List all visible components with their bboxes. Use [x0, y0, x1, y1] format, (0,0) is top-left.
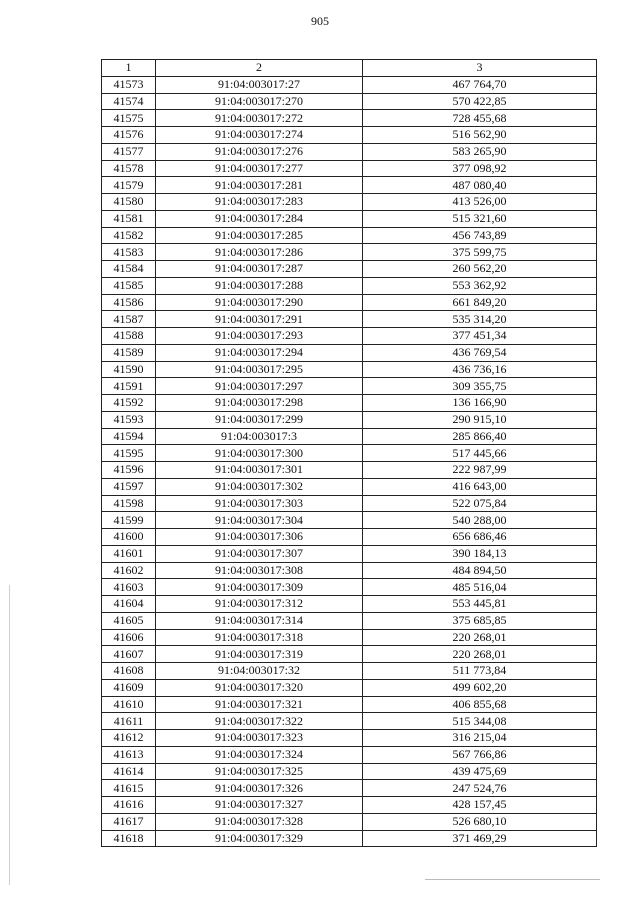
cadastral-value-cell: 413 526,00 — [363, 194, 597, 211]
table-row — [102, 730, 597, 747]
cadastral-value-cell: 517 445,66 — [363, 445, 597, 462]
row-number-cell: 41575 — [102, 110, 156, 127]
cadastral-value-cell: 377 098,92 — [363, 160, 597, 177]
table-row — [102, 277, 597, 294]
table-row — [102, 160, 597, 177]
cadastral-number-cell: 91:04:003017:307 — [156, 545, 363, 562]
table-row — [102, 746, 597, 763]
row-number-cell: 41583 — [102, 244, 156, 261]
table-row — [102, 244, 597, 261]
cadastral-value-cell: 290 915,10 — [363, 411, 597, 428]
row-number-cell: 41593 — [102, 411, 156, 428]
table-row — [102, 194, 597, 211]
cadastral-number-cell: 91:04:003017:27 — [156, 76, 363, 93]
row-number-cell: 41595 — [102, 445, 156, 462]
cadastral-number-cell: 91:04:003017:318 — [156, 629, 363, 646]
table-row — [102, 344, 597, 361]
column-header-number: 1 — [102, 60, 156, 77]
cadastral-number-cell: 91:04:003017:323 — [156, 730, 363, 747]
row-number-cell: 41604 — [102, 596, 156, 613]
table-row — [102, 311, 597, 328]
cadastral-value-cell: 436 736,16 — [363, 361, 597, 378]
table-row — [102, 612, 597, 629]
row-number-cell: 41617 — [102, 813, 156, 830]
cadastral-value-cell: 260 562,20 — [363, 261, 597, 278]
cadastral-value-cell: 222 987,99 — [363, 462, 597, 479]
cadastral-number-cell: 91:04:003017:32 — [156, 663, 363, 680]
row-number-cell: 41611 — [102, 713, 156, 730]
table-row — [102, 395, 597, 412]
row-number-cell: 41573 — [102, 76, 156, 93]
cadastral-value-cell: 728 455,68 — [363, 110, 597, 127]
cadastral-number-cell: 91:04:003017:326 — [156, 780, 363, 797]
cadastral-number-cell: 91:04:003017:294 — [156, 344, 363, 361]
row-number-cell: 41591 — [102, 378, 156, 395]
cadastral-value-cell: 136 166,90 — [363, 395, 597, 412]
row-number-cell: 41577 — [102, 143, 156, 160]
cadastral-value-cell: 247 524,76 — [363, 780, 597, 797]
table-row — [102, 462, 597, 479]
cadastral-value-cell: 428 157,45 — [363, 797, 597, 814]
table-row — [102, 411, 597, 428]
cadastral-value-cell: 553 445,81 — [363, 596, 597, 613]
table-body — [102, 76, 597, 847]
column-header-value: 3 — [363, 60, 597, 77]
cadastral-number-cell: 91:04:003017:328 — [156, 813, 363, 830]
row-number-cell: 41592 — [102, 395, 156, 412]
cadastral-value-cell: 406 855,68 — [363, 696, 597, 713]
row-number-cell: 41598 — [102, 495, 156, 512]
table-row — [102, 780, 597, 797]
cadastral-value-cell: 487 080,40 — [363, 177, 597, 194]
cadastral-number-cell: 91:04:003017:3 — [156, 428, 363, 445]
table-row — [102, 579, 597, 596]
table-row — [102, 110, 597, 127]
cadastral-number-cell: 91:04:003017:283 — [156, 194, 363, 211]
row-number-cell: 41580 — [102, 194, 156, 211]
row-number-cell: 41610 — [102, 696, 156, 713]
cadastral-number-cell: 91:04:003017:302 — [156, 478, 363, 495]
cadastral-value-cell: 484 894,50 — [363, 562, 597, 579]
scan-bottom-line — [425, 879, 600, 880]
cadastral-value-cell: 377 451,34 — [363, 328, 597, 345]
cadastral-value-cell: 656 686,46 — [363, 529, 597, 546]
cadastral-value-cell: 540 288,00 — [363, 512, 597, 529]
cadastral-number-cell: 91:04:003017:314 — [156, 612, 363, 629]
row-number-cell: 41615 — [102, 780, 156, 797]
cadastral-value-cell: 526 680,10 — [363, 813, 597, 830]
table-row — [102, 629, 597, 646]
cadastral-value-cell: 375 599,75 — [363, 244, 597, 261]
table-row — [102, 596, 597, 613]
row-number-cell: 41609 — [102, 679, 156, 696]
row-number-cell: 41590 — [102, 361, 156, 378]
table-row — [102, 93, 597, 110]
row-number-cell: 41616 — [102, 797, 156, 814]
table-row — [102, 210, 597, 227]
column-header-cadastral-number: 2 — [156, 60, 363, 77]
table-row — [102, 478, 597, 495]
cadastral-value-cell: 375 685,85 — [363, 612, 597, 629]
row-number-cell: 41603 — [102, 579, 156, 596]
row-number-cell: 41597 — [102, 478, 156, 495]
cadastral-number-cell: 91:04:003017:319 — [156, 646, 363, 663]
table-row — [102, 679, 597, 696]
table-row — [102, 495, 597, 512]
row-number-cell: 41600 — [102, 529, 156, 546]
cadastral-value-cell: 220 268,01 — [363, 646, 597, 663]
cadastral-number-cell: 91:04:003017:329 — [156, 830, 363, 847]
cadastral-value-cell: 309 355,75 — [363, 378, 597, 395]
cadastral-number-cell: 91:04:003017:284 — [156, 210, 363, 227]
cadastral-value-cell: 661 849,20 — [363, 294, 597, 311]
cadastral-number-cell: 91:04:003017:300 — [156, 445, 363, 462]
cadastral-number-cell: 91:04:003017:325 — [156, 763, 363, 780]
cadastral-value-cell: 553 362,92 — [363, 277, 597, 294]
cadastral-value-cell: 522 075,84 — [363, 495, 597, 512]
cadastral-number-cell: 91:04:003017:285 — [156, 227, 363, 244]
cadastral-number-cell: 91:04:003017:322 — [156, 713, 363, 730]
table-row — [102, 328, 597, 345]
cadastral-number-cell: 91:04:003017:272 — [156, 110, 363, 127]
table-row — [102, 76, 597, 93]
cadastral-value-cell: 567 766,86 — [363, 746, 597, 763]
cadastral-number-cell: 91:04:003017:308 — [156, 562, 363, 579]
cadastral-value-cell: 285 866,40 — [363, 428, 597, 445]
cadastral-value-cell: 390 184,13 — [363, 545, 597, 562]
table-row — [102, 696, 597, 713]
table-row — [102, 830, 597, 847]
cadastral-value-cell: 467 764,70 — [363, 76, 597, 93]
cadastral-number-cell: 91:04:003017:293 — [156, 328, 363, 345]
cadastral-value-cell: 456 743,89 — [363, 227, 597, 244]
cadastral-value-cell: 511 773,84 — [363, 663, 597, 680]
row-number-cell: 41599 — [102, 512, 156, 529]
row-number-cell: 41606 — [102, 629, 156, 646]
table-row — [102, 713, 597, 730]
cadastral-number-cell: 91:04:003017:287 — [156, 261, 363, 278]
row-number-cell: 41618 — [102, 830, 156, 847]
cadastral-value-cell: 516 562,90 — [363, 127, 597, 144]
cadastral-value-cell: 535 314,20 — [363, 311, 597, 328]
table-row — [102, 127, 597, 144]
table-row — [102, 177, 597, 194]
cadastral-number-cell: 91:04:003017:303 — [156, 495, 363, 512]
row-number-cell: 41607 — [102, 646, 156, 663]
row-number-cell: 41596 — [102, 462, 156, 479]
cadastral-number-cell: 91:04:003017:297 — [156, 378, 363, 395]
row-number-cell: 41581 — [102, 210, 156, 227]
cadastral-number-cell: 91:04:003017:274 — [156, 127, 363, 144]
cadastral-number-cell: 91:04:003017:290 — [156, 294, 363, 311]
cadastral-number-cell: 91:04:003017:298 — [156, 395, 363, 412]
cadastral-number-cell: 91:04:003017:291 — [156, 311, 363, 328]
table-row — [102, 763, 597, 780]
table-row — [102, 813, 597, 830]
cadastral-value-cell: 570 422,85 — [363, 93, 597, 110]
row-number-cell: 41586 — [102, 294, 156, 311]
cadastral-number-cell: 91:04:003017:309 — [156, 579, 363, 596]
cadastral-value-cell: 515 344,08 — [363, 713, 597, 730]
row-number-cell: 41605 — [102, 612, 156, 629]
page-number: 905 — [311, 14, 329, 28]
row-number-cell: 41582 — [102, 227, 156, 244]
table-row — [102, 428, 597, 445]
table-row — [102, 261, 597, 278]
table-row — [102, 445, 597, 462]
cadastral-value-table — [101, 59, 597, 847]
row-number-cell: 41584 — [102, 261, 156, 278]
cadastral-number-cell: 91:04:003017:299 — [156, 411, 363, 428]
row-number-cell: 41576 — [102, 127, 156, 144]
cadastral-value-cell: 316 215,04 — [363, 730, 597, 747]
cadastral-value-cell: 439 475,69 — [363, 763, 597, 780]
cadastral-number-cell: 91:04:003017:301 — [156, 462, 363, 479]
table-row — [102, 663, 597, 680]
cadastral-value-cell: 583 265,90 — [363, 143, 597, 160]
row-number-cell: 41613 — [102, 746, 156, 763]
cadastral-number-cell: 91:04:003017:281 — [156, 177, 363, 194]
table-row — [102, 797, 597, 814]
cadastral-value-cell: 416 643,00 — [363, 478, 597, 495]
cadastral-value-cell: 220 268,01 — [363, 629, 597, 646]
row-number-cell: 41602 — [102, 562, 156, 579]
table-row — [102, 294, 597, 311]
cadastral-value-cell: 436 769,54 — [363, 344, 597, 361]
scan-margin-line — [9, 585, 10, 885]
row-number-cell: 41587 — [102, 311, 156, 328]
cadastral-number-cell: 91:04:003017:288 — [156, 277, 363, 294]
table-row — [102, 562, 597, 579]
cadastral-number-cell: 91:04:003017:286 — [156, 244, 363, 261]
cadastral-number-cell: 91:04:003017:320 — [156, 679, 363, 696]
row-number-cell: 41608 — [102, 663, 156, 680]
row-number-cell: 41612 — [102, 730, 156, 747]
row-number-cell: 41614 — [102, 763, 156, 780]
table-header-row — [102, 60, 597, 77]
table-row — [102, 545, 597, 562]
table-row — [102, 529, 597, 546]
cadastral-value-cell: 371 469,29 — [363, 830, 597, 847]
cadastral-number-cell: 91:04:003017:306 — [156, 529, 363, 546]
cadastral-number-cell: 91:04:003017:295 — [156, 361, 363, 378]
row-number-cell: 41579 — [102, 177, 156, 194]
cadastral-number-cell: 91:04:003017:321 — [156, 696, 363, 713]
table-row — [102, 378, 597, 395]
cadastral-value-cell: 485 516,04 — [363, 579, 597, 596]
cadastral-number-cell: 91:04:003017:324 — [156, 746, 363, 763]
cadastral-number-cell: 91:04:003017:270 — [156, 93, 363, 110]
table-row — [102, 227, 597, 244]
table-row — [102, 646, 597, 663]
cadastral-number-cell: 91:04:003017:276 — [156, 143, 363, 160]
row-number-cell: 41578 — [102, 160, 156, 177]
row-number-cell: 41574 — [102, 93, 156, 110]
cadastral-number-cell: 91:04:003017:312 — [156, 596, 363, 613]
cadastral-number-cell: 91:04:003017:327 — [156, 797, 363, 814]
cadastral-value-cell: 515 321,60 — [363, 210, 597, 227]
row-number-cell: 41594 — [102, 428, 156, 445]
row-number-cell: 41588 — [102, 328, 156, 345]
table-row — [102, 361, 597, 378]
cadastral-number-cell: 91:04:003017:277 — [156, 160, 363, 177]
row-number-cell: 41601 — [102, 545, 156, 562]
table-row — [102, 143, 597, 160]
row-number-cell: 41589 — [102, 344, 156, 361]
cadastral-value-cell: 499 602,20 — [363, 679, 597, 696]
row-number-cell: 41585 — [102, 277, 156, 294]
cadastral-number-cell: 91:04:003017:304 — [156, 512, 363, 529]
table-row — [102, 512, 597, 529]
